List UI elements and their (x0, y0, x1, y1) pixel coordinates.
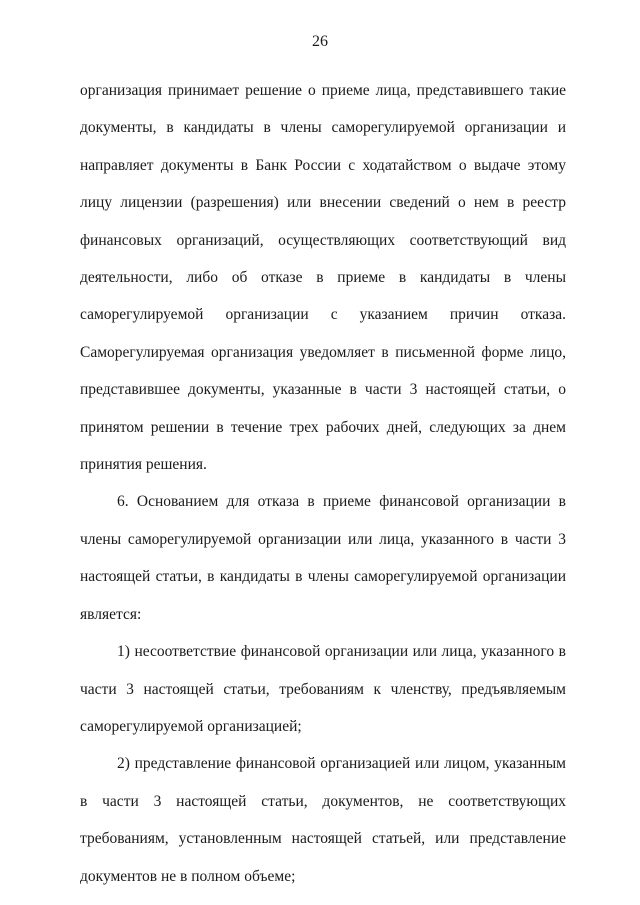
paragraph-item-2: 2) представление финансовой организацией или лицом, указанным в части 3 настоящей статьи, документов, не соответствующих требованиям, установленным настоящей статьей, или представление документов не в полном объеме; (80, 755, 566, 885)
document-body (80, 72, 566, 895)
page-number: 26 (312, 33, 328, 50)
paragraph-part-6: 6. Основанием для отказа в приеме финансовой организации в члены саморегулируемой организации или лица, указанного в части 3 настоящей статьи, в кандидаты в члены саморегулируемой организации является: (80, 493, 566, 623)
paragraph-continuation: организация принимает решение о приеме лица, представившего такие документы, в кандидаты в члены саморегулируемой организации и направляет документы в Банк России с ходатайством о выдаче этому лицу лицензии (разрешения) или внесении сведений о нем в реестр финансовых организаций, осуществляющих соответствующий вид деятельности, либо об отказе в приеме в кандидаты в члены саморегулируемой организации с указанием причин отказа. Саморегулируемая организация уведомляет в письменной форме лицо, представившее документы, указанные в части 3 настоящей статьи, о принятом решении в течение трех рабочих дней, следующих за днем принятия решения. (80, 82, 566, 474)
paragraph-item-1: 1) несоответствие финансовой организации или лица, указанного в части 3 настоящей статьи, требованиям к членству, предъявляемым саморегулируемой организацией; (80, 643, 566, 735)
